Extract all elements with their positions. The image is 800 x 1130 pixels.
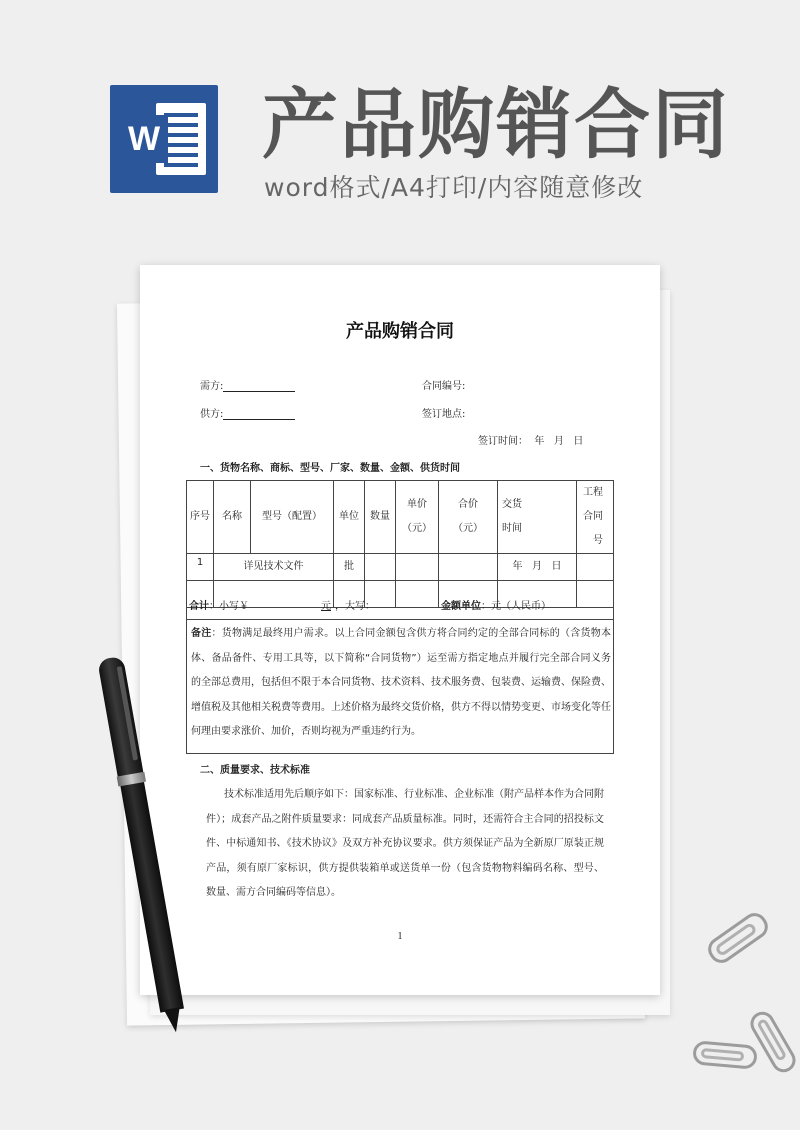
table-row (187, 554, 614, 581)
section-2-heading: 二、质量要求、技术标准 (200, 765, 310, 776)
total-label-group (189, 594, 249, 619)
row1-no: 1 (187, 554, 214, 581)
section-1-heading: 一、货物名称、商标、型号、厂家、数量、金额、供货时间 (200, 463, 460, 474)
row1-qty[interactable] (365, 554, 396, 581)
total-big: ，大写： (335, 601, 375, 612)
remark-text: ：货物满足最终用户需求。以上合同金额包含供方将合同约定的全部合同标的（含货物本体、备品备件、专用工具等，以下简称“合同货物”）运至需方指定地点并履行完全部合同义务的全部总费用，包括但不限于本合同货物、技术资料、技术服务费、包装费、运输费、保险费、增值税及其他相关税费等费用。上述价格为最终交货价格，供方不得以情势变更、市场变化等任何理由要求涨价、加价，否则均视为严重违约行为。 (191, 628, 611, 737)
paperclip-icon (692, 1040, 758, 1069)
header-no: 序号 (187, 481, 214, 554)
table-header-row (187, 481, 614, 554)
header-total-price: 合价 （元） (439, 481, 498, 554)
row1-desc: 详见技术文件 (214, 554, 334, 581)
header-unit: 单位 (334, 481, 365, 554)
header-qty: 数量 (365, 481, 396, 554)
supplier-label: 供方: (200, 409, 224, 420)
goods-table (186, 480, 614, 608)
amount-unit-label: 金额单位 (441, 601, 481, 612)
remark-box (186, 620, 614, 754)
sign-place-label: 签订地点: (422, 409, 466, 420)
buyer-blank[interactable] (223, 381, 295, 392)
contract-page (140, 265, 660, 995)
row1-contract-no[interactable] (577, 554, 614, 581)
buyer-field (200, 377, 295, 392)
total-yuan: 元 (321, 601, 331, 612)
page-number: 1 (397, 931, 403, 942)
document-title: 产品购销合同 (346, 321, 454, 342)
paperclip-icon (746, 1007, 800, 1076)
header-contract-no: 工程 合同号 (577, 481, 614, 554)
word-logo-icon (110, 85, 218, 193)
supplier-blank[interactable] (223, 409, 295, 420)
remark-label: 备注 (191, 628, 212, 639)
header-name: 名称 (214, 481, 251, 554)
contract-no-label: 合同编号: (422, 381, 466, 392)
contract-no-field (422, 377, 465, 392)
total-label: 合计 (189, 601, 209, 612)
banner-subtitle: word格式/A4打印/内容随意修改 (264, 173, 644, 202)
header-model: 型号（配置） (251, 481, 334, 554)
sign-time: 签订时间： 年 月 日 (478, 436, 584, 447)
row1-total-price[interactable] (439, 554, 498, 581)
word-letter: W (120, 115, 168, 163)
buyer-label: 需方: (200, 381, 224, 392)
header-unit-price: 单价 （元） (396, 481, 439, 554)
banner-title: 产品购销合同 (262, 80, 730, 169)
header-delivery: 交货 时间 (498, 481, 577, 554)
amount-unit-value: ：元（人民币） (481, 601, 551, 612)
section-2-text: 技术标准适用先后顺序如下：国家标准、行业标准、企业标准（附产品样本作为合同附件）；成套产品之附件质量要求：同成套产品质量标准。同时，还需符合主合同的招投标文件、中标通知书、《技术协议》及双方补充协议要求。供方须保证产品为全新原厂原装正规产品，须有原厂家标识，供方提供装箱单或送货单一份（包含货物物料编码名称、型号、数量、需方合同编码等信息）。 (206, 789, 604, 898)
row1-date: 年 月 日 (498, 554, 577, 581)
amount-unit-group (441, 594, 551, 619)
row1-unit: 批 (334, 554, 365, 581)
paperclip-icon (704, 908, 773, 967)
total-small: ：小写￥ (209, 601, 249, 612)
total-row (186, 594, 614, 620)
row1-unit-price[interactable] (396, 554, 439, 581)
sign-place-field (422, 405, 465, 420)
supplier-field (200, 405, 295, 420)
